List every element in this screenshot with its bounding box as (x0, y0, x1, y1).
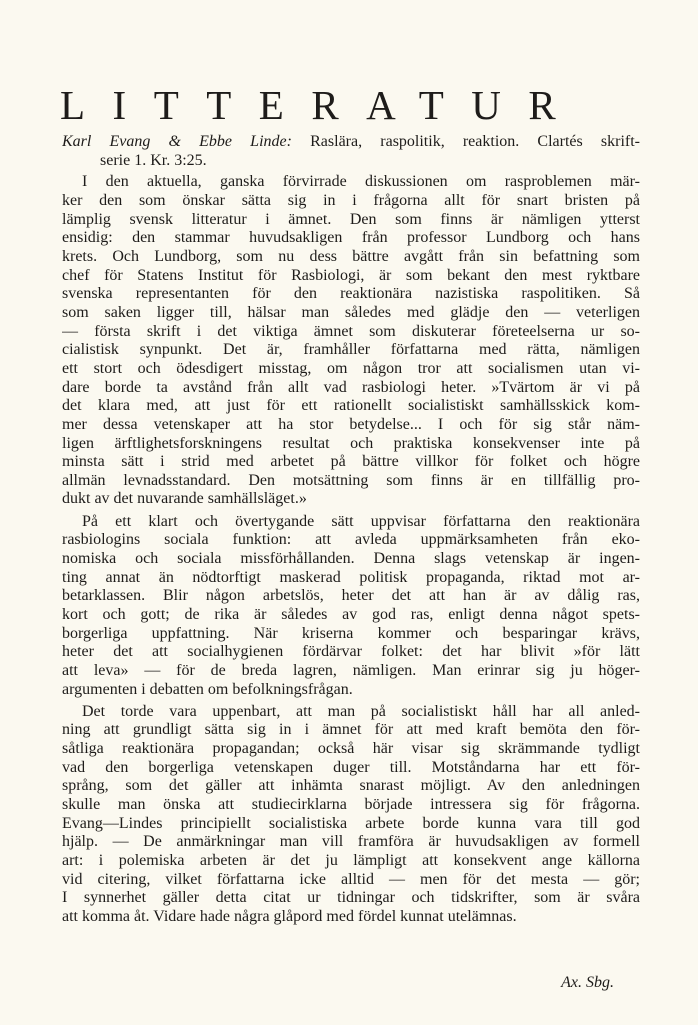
text-line: rasbiologins sociala funktion: att avleda uppmärksamheten från eko- (62, 531, 640, 549)
text-line: att leva» — för de breda lagren, nämligen. Man erinrar sig ju höger- (62, 661, 640, 679)
text-line: vid citering, vilket författarna icke alltid — men för det mesta — gör; (62, 870, 640, 888)
text-line: ning att grundligt sätta sig in i ämnet för att med kraft bemöta den för- (62, 721, 640, 739)
text-line: Evang—Lindes principiellt socialistiska arbete borde kunna vara till god (62, 814, 640, 832)
book-details: serie 1. Kr. 3:25. (100, 151, 207, 169)
text-line: cialistisk synpunkt. Det är, framhåller författarna med rätta, nämligen (62, 341, 640, 359)
text-line: språng, som det gäller att inhämta snarast möjligt. Av den anledningen (62, 777, 640, 795)
review-heading (62, 133, 640, 170)
text-line: allmän levnadsstandard. Den motsättning som finns är en tillfällig pro- (62, 471, 640, 489)
text-line: det klara med, att just för ett rationellt socialistiskt samhällsskick kom- (62, 397, 640, 415)
text-line: betarklassen. Blir någon arbetslös, heter det att han är av dålig ras, (62, 587, 640, 605)
page-title: LITTERATUR (60, 82, 584, 128)
paragraph (62, 513, 640, 700)
text-line: minsta sätt i strid med arbetet på bättre villkor för folket och högre (62, 453, 640, 471)
text-line: nomiska och sociala missförhållanden. Denna slags vetenskap är ingen- (62, 549, 640, 567)
text-line: borgerliga uppfattning. När kriserna kommer och besparingar krävs, (62, 624, 640, 642)
text-line: dukt av det nuvarande samhällsläget.» (62, 490, 307, 508)
text-line: såtliga reaktionära propagandan; också här visar sig skrämmande tydligt (62, 740, 640, 757)
text-line: heter det att socialhygienen fördärvar folket: det har blivit »för lätt (62, 643, 640, 661)
paragraphs (62, 173, 640, 926)
text-line: kort och gott; de rika är således av god ras, enligt denna något spets- (62, 605, 640, 623)
text-line: lämplig svensk litteratur i ämnet. Den som finns är nämligen ytterst (62, 210, 640, 228)
text-line: skulle man önska att studiecirklarna började intressera sig för frågorna. (62, 795, 640, 813)
review-authors: Karl Evang & Ebbe Linde: (62, 133, 292, 150)
text-line: att komma åt. Vidare hade några glåpord med fördel kunnat utelämnas. (62, 907, 517, 925)
text-line: argumenten i debatten om befolkningsfrågan. (62, 680, 353, 698)
article-body (62, 133, 640, 930)
text-line: hjälp. — De anmärkningar man vill framföra är huvudsakligen av formell (62, 833, 640, 851)
text-line: dare borde ta avstånd från allt vad rasbiologi heter. »Tvärtom är vi på (62, 378, 640, 396)
text-line: ett stort och ödesdigert misstag, om någon tror att socialismen utan vi- (62, 359, 640, 377)
paragraph (62, 703, 640, 927)
text-line: Det torde vara uppenbart, att man på socialistiskt håll har all anled- (82, 702, 640, 720)
text-line: I den aktuella, ganska förvirrade diskussionen om rasproblemen mär- (82, 173, 640, 191)
text-line: krets. Och Lundborg, som nu dess bättre avgått från sin befattning som (62, 247, 640, 265)
signature: Ax. Sbg. (561, 974, 614, 991)
book-title: Raslära, raspolitik, reaktion. Clartés skrift- (310, 133, 640, 150)
text-line: — första skrift i det viktiga ämnet som diskuterar företeelserna ur so- (62, 322, 640, 340)
text-line: På ett klart och övertygande sätt uppvisar författarna den reaktionära (82, 512, 640, 530)
text-line: ker den som önskar sätta sig in i frågorna allt för snart bristen på (62, 191, 640, 209)
text-line: vad den borgerliga vetenskapen duger till. Motståndarna har ett för- (62, 758, 640, 776)
text-line: ligen ärftlighetsforskningens resultat och praktiska konsekvenser inte på (62, 434, 640, 452)
text-line: ting annat än nödtorftigt maskerad politisk propaganda, riktad mot ar- (62, 568, 640, 586)
text-line: I synnerhet gäller detta citat ur tidningar och tidskrifter, som är svåra (62, 889, 640, 907)
text-line: svenska representanten för den reaktionära nazistiska raspolitiken. Så (62, 285, 640, 303)
text-line: art: i polemiska arbeten är det ju lämpligt att konsekvent ange källorna (62, 851, 640, 869)
text-line: som saken ligger till, hälsar man således med glädje den — veterligen (62, 303, 640, 321)
paragraph (62, 173, 640, 509)
text-line: mer dessa vetenskaper att ha stor betydelse... I och för sig står näm- (62, 415, 640, 433)
text-line: ensidig: den stammar huvudsakligen från professor Lundborg och hans (62, 229, 640, 247)
text-line: chef för Statens Institut för Rasbiologi, är som bekant den mest ryktbare (62, 266, 640, 284)
